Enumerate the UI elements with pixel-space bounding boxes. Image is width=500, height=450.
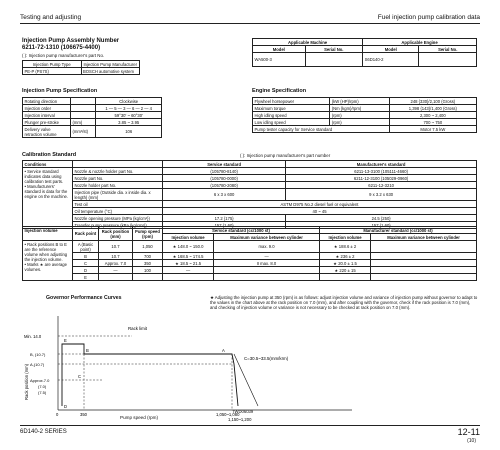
governor-curve bbox=[62, 344, 238, 406]
figure-id: TWD06039 bbox=[232, 409, 254, 414]
y-tick: (7.0) bbox=[38, 384, 47, 389]
calibration-mfr-note: ( ): Injection pump manufacturer's part number bbox=[240, 153, 331, 158]
pump-spec-title: Injection Pump Specification bbox=[22, 88, 98, 94]
table-row: Plunger pre-stroke (mm) 3.85 ~ 3.95 bbox=[23, 119, 162, 126]
table-row: Flywheel horsepower (kW {HP}/rpm) 248 {330}/2,100 (Gross) bbox=[253, 98, 477, 105]
point-label: C bbox=[78, 374, 82, 379]
table-row: Nozzle opening pressure (MPa {kg/cm²}) 17.2 {175} 24.5 {250} bbox=[23, 215, 477, 222]
table-row: Conditions Service standard Manufacturer's standard bbox=[23, 161, 477, 168]
governor-title: Governor Performance Curves bbox=[46, 295, 122, 301]
table-row: B 10.7 700 ★ 168.5 ~ 174.5 — ★ 236 ± 2 bbox=[23, 253, 477, 260]
table-row: Injection Pump Type Injection Pump Manufacturer bbox=[23, 61, 140, 68]
table-row: High idling speed (rpm) 2,300 ~ 2,400 bbox=[253, 112, 477, 119]
assembly-number: 6211-72-1310 (106675-4400) bbox=[22, 45, 101, 51]
table-row: Injection volume Rack point Rack position (mm) Pump speed (rpm) Service standard (cc/1000 st) Manufacturer standard (cc/1000 st) bbox=[23, 227, 477, 234]
table-row: Rotating direction Clockwise bbox=[23, 98, 162, 105]
engine-spec-table bbox=[252, 97, 477, 133]
engine-spec-block bbox=[252, 88, 477, 133]
governor-chart bbox=[22, 302, 462, 422]
y-axis-label: Rack position (mm) bbox=[24, 363, 29, 400]
calibration-table bbox=[22, 160, 477, 229]
table-row: Nozzle part No. (105780-0000) 6211-12-3100 (105029-0960) bbox=[23, 175, 477, 182]
y-tick: Approx.7.0 bbox=[30, 378, 50, 383]
table-row: D — 100 — ★ 220 ± 15 bbox=[23, 267, 477, 274]
header-section: Testing and adjusting bbox=[20, 14, 82, 21]
calibration-block bbox=[22, 152, 478, 229]
table-row: Oil temperature (°C) 40 ~ 45 bbox=[23, 208, 477, 215]
footer-page: 12-11 bbox=[457, 427, 480, 437]
table-row: Injection pipe (Outside dia. x inside dia. x length) (mm) 6 x 3 x 600 9 x 3.2 x 630 bbox=[23, 189, 477, 201]
point-label: E bbox=[64, 338, 67, 343]
table-row: Delivery valve retraction volume (mm³/st) 106 bbox=[23, 126, 162, 138]
table-row: Applicable Machine Applicable Engine bbox=[253, 39, 477, 46]
injection-volume-table bbox=[22, 226, 477, 281]
table-row: • Service standard indicates data using calibration test parts. • Manufacturers' standard is data for the engine on the machine. Nozzle & nozzle holder part No. (105780-8140) 6211-13-3100 (105111-4660) bbox=[23, 168, 477, 175]
table-row: WA500-3 S6D140-2 bbox=[253, 53, 477, 67]
injection-volume-title: Injection volume bbox=[24, 227, 58, 233]
table-row: Injection order 1 — 5 — 3 — 6 — 2 — 4 bbox=[23, 105, 162, 112]
table-row: • Rack positions B to E are the reference volume when adjusting the injection volume. • Marks ★ are average volumes. A (Basic point) 10.7 1,050 ★ 148.0 ~ 150.0 max. 9.0 ★ 188.6 ± 2 bbox=[23, 241, 477, 253]
y-tick: (7.5) bbox=[38, 390, 47, 395]
pump-spec-table bbox=[22, 97, 162, 138]
point-label: B bbox=[86, 348, 89, 353]
point-label: A bbox=[222, 348, 225, 353]
table-row: Injection volume Maximum variance between cylinder Injection volume Maximum variance between cylinder bbox=[23, 234, 477, 241]
page-header bbox=[20, 14, 480, 24]
header-title: Fuel injection pump calibration data bbox=[377, 14, 480, 21]
table-row: C Approx. 7.0 350 ★ 18.5 ~ 21.5 Ⅱ max. 8.0 ★ 20.0 ± 1.5 bbox=[23, 260, 477, 267]
page-footer bbox=[20, 425, 480, 444]
x-tick: 1,150~1,200 bbox=[228, 417, 252, 422]
table-row: Transfer pump pressure (kPa {kg/cm²}) 157 {1.60} 157 {1.60} bbox=[23, 222, 477, 229]
rack-limit-label: Rack limit bbox=[128, 326, 148, 331]
table-row: Pump tester capacity for Service standard Motor 7.5 kW bbox=[253, 126, 477, 133]
x-tick: 350 bbox=[80, 412, 87, 417]
table-row: Injection interval 59°30' ~ 60°30' bbox=[23, 112, 162, 119]
table-row: Nozzle holder part No. (105780-2080) 6211-12-3210 bbox=[23, 182, 477, 189]
table-row: Test oil ASTM D975 No.2 diesel fuel or equivalent bbox=[23, 201, 477, 208]
assembly-title: Injection Pump Assembly Number bbox=[22, 38, 120, 44]
y-tick: B, (10.7) bbox=[30, 352, 46, 357]
table-row: Low idling speed (rpm) 700 ~ 750 bbox=[253, 119, 477, 126]
slope-label: C=30.5~33.5(mm/krm) bbox=[244, 356, 289, 361]
assembly-mfr-note: ( ): Injection pump manufacturer's part No. bbox=[22, 53, 105, 58]
assembly-block bbox=[22, 38, 222, 75]
point-label: D bbox=[64, 404, 68, 409]
y-max-label: Min. 14.0 bbox=[24, 334, 42, 339]
footer-sub: (10) bbox=[467, 438, 476, 444]
calibration-title: Calibration Standard bbox=[22, 152, 77, 158]
footer-series: 6D140-2 SERIES bbox=[20, 429, 67, 435]
x-tick: 0 bbox=[56, 412, 59, 417]
table-row: Maximum torque (Nm {kgm}/rpm) 1,398 {143}/1,400 (Gross) bbox=[253, 105, 477, 112]
assembly-table bbox=[22, 60, 140, 75]
x-tick: 1,050~1,080 bbox=[216, 412, 240, 417]
table-row: E bbox=[23, 274, 477, 281]
engine-spec-title: Engine Specification bbox=[252, 88, 307, 94]
table-row: Model Serial No. Model Serial No. bbox=[253, 46, 477, 53]
x-axis-label: Pump speed (rpm) bbox=[120, 415, 159, 420]
applicable-table bbox=[252, 38, 477, 67]
table-row: PE-P (PS7S) BOSCH automotive system bbox=[23, 68, 140, 75]
y-tick: A,(10.7) bbox=[30, 362, 45, 367]
pump-spec-block bbox=[22, 88, 240, 138]
governor-note: ★ Adjusting the injection pump at 350 (rpm) is as follows: adjust injection volume and variance of injection pump without governor to adapt to the values in the chart above at the rack position on 7.0 (mm), and after coupling with the governor, check if the rack position is 7.0 (mm), and checking of injection volume or variance is not necessary to be checked at rack position on 7.0 (mm). bbox=[210, 295, 478, 310]
